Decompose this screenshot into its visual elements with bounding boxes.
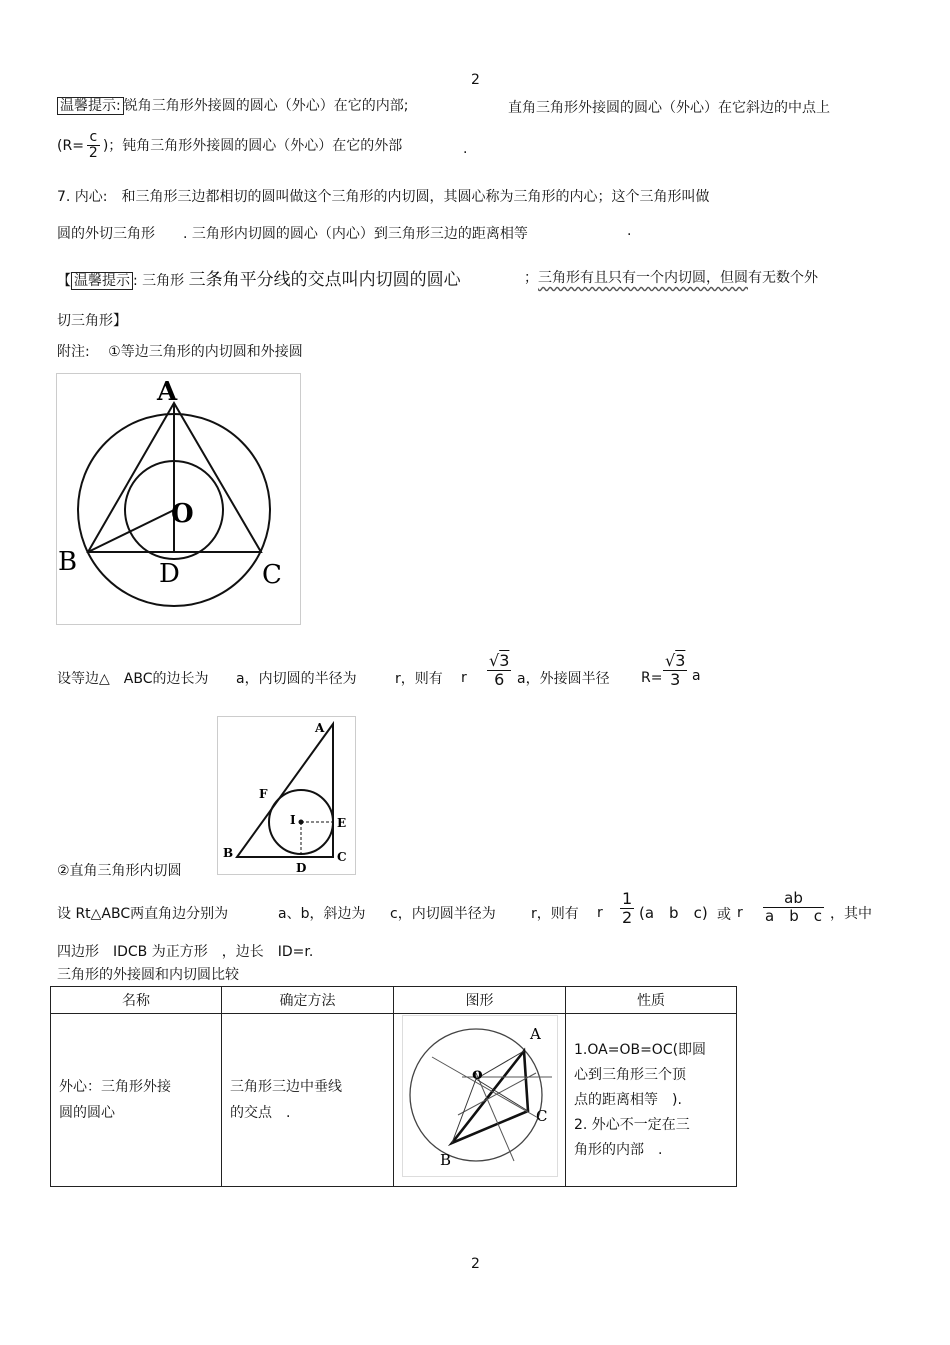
eq-p1: 设等边△ ABC的边长为 (57, 671, 209, 687)
eq-a1: a，外接圆半径 (517, 671, 610, 687)
eq-r: r (461, 670, 467, 686)
label-B: B (223, 846, 234, 860)
page-number-top: 2 (471, 72, 480, 88)
circumcircle (410, 1029, 542, 1161)
sqrt-icon: √ (489, 651, 500, 670)
square-line: 四边形 IDCB 为正方形 ，边长 ID=r. (57, 944, 314, 960)
page-number-bottom: 2 (471, 1256, 480, 1272)
header-figure: 图形 (394, 987, 566, 1014)
sqrt3-over-6 (487, 652, 511, 688)
label-A: A (315, 721, 325, 735)
bracket-open: 【 (57, 273, 71, 289)
note-item1: ①等边三角形的内切圆和外接圆 (108, 344, 303, 360)
eq-frac1 (484, 652, 514, 688)
name-line: 外心：三角形外接 (59, 1079, 171, 1095)
cell-figure (394, 1014, 566, 1187)
rt-r1: r (597, 905, 603, 921)
table-row (51, 1014, 737, 1187)
abc-den: a b c (765, 906, 822, 925)
table-header-row (51, 987, 737, 1014)
label-D: D (159, 559, 180, 589)
eq-p3: r，则有 (395, 671, 443, 687)
sqrt-icon: √ (665, 651, 676, 670)
sqrt3-value: 3 (499, 651, 510, 670)
note-label: 附注: (57, 344, 90, 360)
label-C: C (535, 1106, 547, 1125)
tip2-semicolon: ； (524, 270, 538, 286)
tip1-line1 (57, 95, 408, 115)
tip2-line2: 切三角形】 (57, 313, 127, 329)
rt-ab-frac (760, 890, 827, 924)
label-B: B (439, 1150, 451, 1169)
note-line (57, 341, 303, 361)
label-B: B (58, 547, 78, 577)
rt-p2: a、b，斜边为 (278, 906, 366, 922)
tip1-text-b: 直角三角形外接圆的圆心（外心）在它斜边的中点上 (508, 100, 830, 116)
header-method: 确定方法 (222, 987, 394, 1014)
label-E: E (337, 816, 347, 830)
triangle-abc (452, 1051, 528, 1143)
tip2-colon: : 三角形 (133, 273, 185, 289)
name-line: 圆的圆心 (59, 1105, 115, 1121)
frac-den: 2 (88, 145, 98, 162)
label-F: F (259, 787, 268, 801)
half-den: 2 (622, 907, 633, 927)
sqrt3-over-3 (663, 652, 687, 688)
method-line: 的交点 . (230, 1105, 291, 1121)
method-line: 三角形三边中垂线 (230, 1079, 342, 1095)
eq-frac2 (660, 652, 690, 688)
compare-title: 三角形的外接圆和内切圆比较 (57, 967, 239, 983)
one-half (620, 890, 634, 926)
ab-over-abc (763, 890, 824, 924)
label-O: o (471, 1063, 483, 1083)
circumcenter-figure (402, 1015, 558, 1177)
label-A: A (157, 377, 178, 407)
label-O: O (171, 499, 194, 529)
triangle-abc (237, 724, 333, 857)
header-properties: 性质 (566, 987, 737, 1014)
ab-num: ab (763, 890, 824, 908)
frac-num: c (87, 130, 100, 146)
sqrt3-value: 3 (675, 651, 686, 670)
prop-line: 角形的内部 . (574, 1141, 663, 1158)
eq-a2: a (692, 668, 701, 684)
rt-p3: c，内切圆半径为 (390, 906, 496, 922)
rt-p4: r，则有 (531, 906, 579, 922)
segment-oa (476, 1051, 524, 1079)
right-triangle-figure (217, 716, 357, 876)
label-I: I (290, 813, 296, 827)
tip1-dot: . (463, 141, 468, 157)
rt-or: 或 (717, 907, 731, 923)
label-D: D (296, 861, 307, 875)
rt-p1: 设 Rt△ABC两直角边分别为 (57, 906, 229, 922)
half-num: 1 (622, 889, 633, 908)
prop-line: 心到三角形三个顶 (574, 1066, 686, 1083)
prop-line: 2. 外心不一定在三 (574, 1116, 690, 1133)
label-C: C (337, 850, 347, 864)
tip2-line1 (57, 265, 461, 290)
item7-line2b: . 三角形内切圆的圆心（内心）到三角形三边的距离相等 (183, 226, 528, 242)
tip1-label: 温馨提示: (57, 97, 124, 115)
rt-expr: (a b c) (639, 904, 708, 922)
tip2-wavy: 三角形有且只有一个内切圆，但圆 (538, 270, 748, 286)
r-fraction (87, 130, 100, 162)
eq-R: R= (641, 670, 663, 686)
item7-line2a: 圆的外切三角形 (57, 226, 155, 242)
tip2-line1-right (524, 267, 818, 287)
r-prefix: (R= (57, 137, 84, 154)
eq-p2: a，内切圆的半径为 (236, 671, 357, 687)
label-A: A (529, 1024, 541, 1043)
rt-tail: ，其中 (830, 906, 872, 922)
den3: 3 (670, 669, 681, 689)
tip2-label: 温馨提示 (71, 272, 133, 290)
prop-line: 1.OA=OB=OC(即圆 (574, 1041, 707, 1058)
item7-line1: 7. 内心: 和三角形三边都相切的圆叫做这个三角形的内切圆，其圆心称为三角形的内心；这个三角形叫做 (57, 189, 710, 205)
rt-half (617, 890, 637, 926)
equilateral-figure (56, 373, 302, 625)
comparison-table (50, 986, 737, 1187)
rt-r2: r (737, 905, 743, 921)
cell-method (222, 1014, 394, 1187)
tip2-rest: 有无数个外 (748, 270, 818, 286)
cell-name (51, 1014, 222, 1187)
den6: 6 (494, 669, 505, 689)
tip1-line2 (57, 130, 402, 162)
item2-label: ②直角三角形内切圆 (57, 863, 182, 879)
header-name: 名称 (51, 987, 222, 1014)
tip2-emph: 三条角平分线的交点叫内切圆的圆心 (188, 270, 461, 290)
prop-line: 点的距离相等 ). (574, 1091, 682, 1108)
tip1-text-a: 锐角三角形外接圆的圆心（外心）在它的内部; (123, 98, 409, 114)
tip1-text-c: )；钝角三角形外接圆的圆心（外心）在它的外部 (102, 137, 403, 154)
item7-line2c: . (627, 223, 632, 239)
label-C: C (262, 560, 282, 590)
segment-oc (476, 1079, 528, 1111)
cell-properties (566, 1014, 737, 1187)
